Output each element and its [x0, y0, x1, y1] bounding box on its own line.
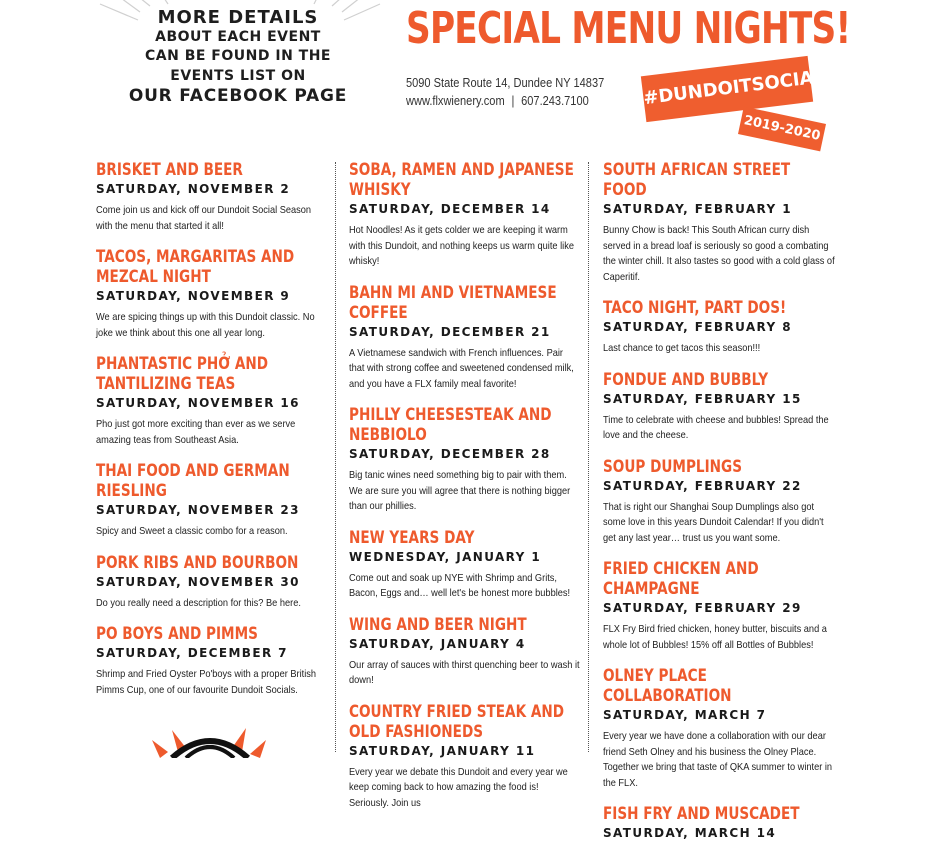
details-line-1: MORE DETAILS [157, 7, 319, 28]
event-description: Come join us and kick off our Dundoit Social Season with the menu that started it all! [96, 204, 312, 232]
contact-line [406, 92, 589, 110]
event-item [603, 457, 835, 547]
event-title: FONDUE AND BUBBLY [603, 369, 769, 390]
event-date: SATURDAY, FEBRUARY 8 [603, 320, 792, 334]
event-item [603, 559, 835, 653]
event-item [96, 624, 328, 698]
contact-separator: | [511, 93, 515, 108]
event-date: SATURDAY, FEBRUARY 15 [603, 391, 802, 406]
event-item [349, 615, 581, 689]
event-title: FISH FRY AND MUSCADET [603, 804, 800, 824]
event-item [603, 804, 835, 841]
event-date: WEDNESDAY, JANUARY 1 [349, 549, 542, 564]
event-description: A Vietnamese sandwich with French influences. Pair that with strong coffee and sweetened condensed milk, and you have a FLX family meal favorite! [349, 346, 574, 390]
event-item [96, 247, 328, 341]
event-item [603, 298, 835, 357]
event-description: Hot Noodles! As it gets colder we are keeping it warm with this Dundoit, and nothing keeps us warm quite like whisky! [349, 224, 574, 267]
event-item [96, 160, 328, 234]
event-date: SATURDAY, FEBRUARY 22 [603, 478, 802, 493]
event-title: BRISKET AND BEER [96, 160, 243, 180]
event-date: SATURDAY, NOVEMBER 16 [96, 396, 300, 410]
event-date: SATURDAY, NOVEMBER 2 [96, 182, 291, 196]
event-title: THAI FOOD AND GERMAN RIESLING [96, 461, 290, 501]
event-date: SATURDAY, MARCH 7 [603, 708, 767, 722]
event-description: Last chance to get tacos this season!!! [603, 342, 761, 354]
phone-number: 607.243.7100 [521, 93, 589, 108]
event-description: Pho just got more exciting than ever as we serve amazing teas from Southeast Asia. [96, 418, 296, 446]
event-date: SATURDAY, DECEMBER 21 [349, 324, 551, 339]
season-badge: 2019-2020 [738, 107, 826, 152]
event-description: We are spicing things up with this Dundoit classic. No joke we think about this one all year long. [96, 311, 315, 339]
event-description: Every year we debate this Dundoit and every year we keep coming back to how amazing the food is! Seriously. Join us [349, 765, 568, 809]
column-divider [335, 162, 336, 752]
event-date: SATURDAY, NOVEMBER 23 [96, 503, 300, 517]
column-divider [588, 162, 589, 752]
event-description: Bunny Chow is back! This South African curry dish served in a bread loaf is seriously so good a combating the winter chill. It also tastes so good with a cold glass of Caperitif. [603, 224, 835, 283]
event-title: TACOS, MARGARITAS AND MEZCAL NIGHT [96, 247, 295, 287]
event-item [349, 405, 581, 515]
page-title: SPECIAL MENU NIGHTS! [406, 3, 851, 54]
event-title: SOUP DUMPLINGS [603, 456, 743, 477]
event-item [603, 370, 835, 444]
event-description: Every year we have done a collaboration with our dear friend Seth Olney and his business the Olney Place. Together we bring that taste of QKA summer to winter in the FLX. [603, 730, 833, 789]
event-description: Spicy and Sweet a classic combo for a reason. [96, 525, 288, 537]
event-item [349, 702, 581, 812]
event-title: COUNTRY FRIED STEAK AND OLD FASHIONEDS [349, 701, 565, 742]
details-line-4: EVENTS LIST ON [170, 67, 306, 84]
event-title: BAHN MI AND VIETNAMESE COFFEE [349, 282, 557, 323]
event-title: PHILLY CHEESESTEAK AND NEBBIOLO [349, 405, 552, 445]
event-date: SATURDAY, DECEMBER 28 [349, 447, 551, 461]
website-link[interactable]: www.flxwienery.com [406, 93, 505, 108]
event-description: Time to celebrate with cheese and bubbles! Spread the love and the cheese. [603, 413, 829, 441]
event-date: SATURDAY, FEBRUARY 29 [603, 601, 802, 615]
hashtag-badge: #DUNDOITSOCIAL [641, 56, 813, 122]
event-date: SATURDAY, JANUARY 4 [349, 636, 526, 651]
event-description: Big tanic wines need something big to pair with them. We are sure you will agree that there is nothing bigger than our phillies. [349, 469, 571, 512]
facebook-details-note [118, 8, 358, 107]
event-date: SATURDAY, DECEMBER 7 [96, 646, 288, 660]
event-date: SATURDAY, NOVEMBER 9 [96, 289, 291, 303]
events-column-1 [96, 160, 328, 711]
event-description: FLX Fry Bird fried chicken, honey butter, biscuits and a whole lot of Bubbles! 15% off all Bottles of Bubbles! [603, 623, 827, 651]
event-item [349, 283, 581, 393]
event-title: SOBA, RAMEN AND JAPANESE WHISKY [349, 160, 574, 200]
event-date: SATURDAY, DECEMBER 14 [349, 202, 551, 216]
events-column-2 [349, 160, 581, 824]
address: 5090 State Route 14, Dundee NY 14837 [406, 75, 605, 90]
event-description: Our array of sauces with thirst quenching beer to wash it down! [349, 658, 580, 686]
event-item [96, 553, 328, 612]
event-title: NEW YEARS DAY [349, 527, 475, 548]
event-title: PO BOYS AND PIMMS [96, 624, 258, 644]
event-title: OLNEY PLACE COLLABORATION [603, 666, 732, 706]
event-item [603, 160, 835, 285]
event-description: Come out and soak up NYE with Shrimp and Grits, Bacon, Eggs and… well let's be honest more bubbles! [349, 571, 571, 599]
event-item [603, 666, 835, 791]
event-date: SATURDAY, NOVEMBER 30 [96, 574, 300, 589]
event-date: SATURDAY, JANUARY 11 [349, 743, 536, 758]
event-date: SATURDAY, FEBRUARY 1 [603, 202, 792, 216]
event-item [349, 160, 581, 270]
event-title: TACO NIGHT, PART DOS! [603, 298, 787, 318]
event-title: PORK RIBS AND BOURBON [96, 552, 299, 573]
event-title: PHANTASTIC PHỞ AND TANTILIZING TEAS [96, 354, 269, 394]
event-title: FRIED CHICKEN AND CHAMPAGNE [603, 559, 759, 599]
event-description: That is right our Shanghai Soup Dumplings also got some love in this years Dundoit Calendar! If you didn't get any last year… trust us you want some. [603, 500, 824, 544]
event-item [96, 461, 328, 540]
details-line-2: ABOUT EACH EVENT [155, 28, 321, 45]
event-item [96, 354, 328, 448]
dundoit-logo [150, 718, 270, 758]
details-line-5: OUR FACEBOOK PAGE [128, 86, 348, 106]
event-title: SOUTH AFRICAN STREET FOOD [603, 160, 791, 200]
event-title: WING AND BEER NIGHT [349, 614, 527, 635]
event-description: Do you really need a description for this? Be here. [96, 596, 301, 609]
details-line-3: CAN BE FOUND IN THE [145, 48, 331, 64]
event-date: SATURDAY, MARCH 14 [603, 826, 777, 840]
event-item [349, 528, 581, 602]
event-description: Shrimp and Fried Oyster Po'boys with a proper British Pimms Cup, one of our favourite Dundoit Socials. [96, 668, 317, 696]
